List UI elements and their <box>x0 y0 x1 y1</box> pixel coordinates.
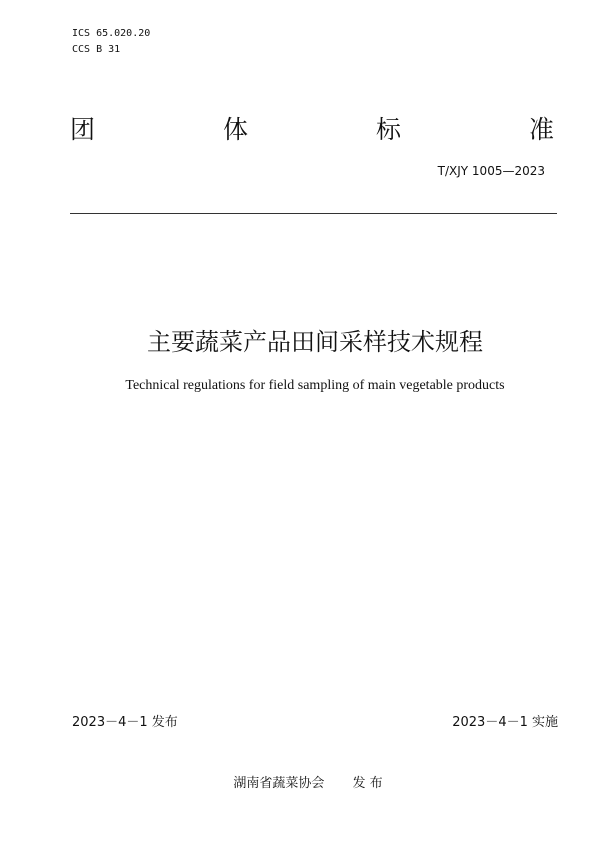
implementation-date: 2023－4－1 实施 <box>452 715 558 730</box>
document-type-heading <box>70 114 554 146</box>
doc-type-char: 标 <box>375 115 401 144</box>
title-chinese: 主要蔬菜产品田间采样技术规程 <box>147 328 483 356</box>
standard-number: T/XJY 1005—2023 <box>437 164 545 178</box>
ics-code: ICS 65.020.20 <box>72 28 151 39</box>
doc-type-char: 体 <box>222 115 248 144</box>
ccs-code: CCS B 31 <box>72 44 121 55</box>
doc-type-char: 准 <box>528 115 554 144</box>
doc-type-char: 团 <box>70 115 96 144</box>
publisher-line <box>0 775 600 793</box>
publisher-name: 湖南省蔬菜协会 <box>233 776 325 791</box>
publisher-action: 发 布 <box>352 776 383 791</box>
header-divider <box>70 213 557 214</box>
title-english: Technical regulations for field sampling of main vegetable products <box>125 378 505 393</box>
publish-date: 2023－4－1 发布 <box>72 715 178 730</box>
